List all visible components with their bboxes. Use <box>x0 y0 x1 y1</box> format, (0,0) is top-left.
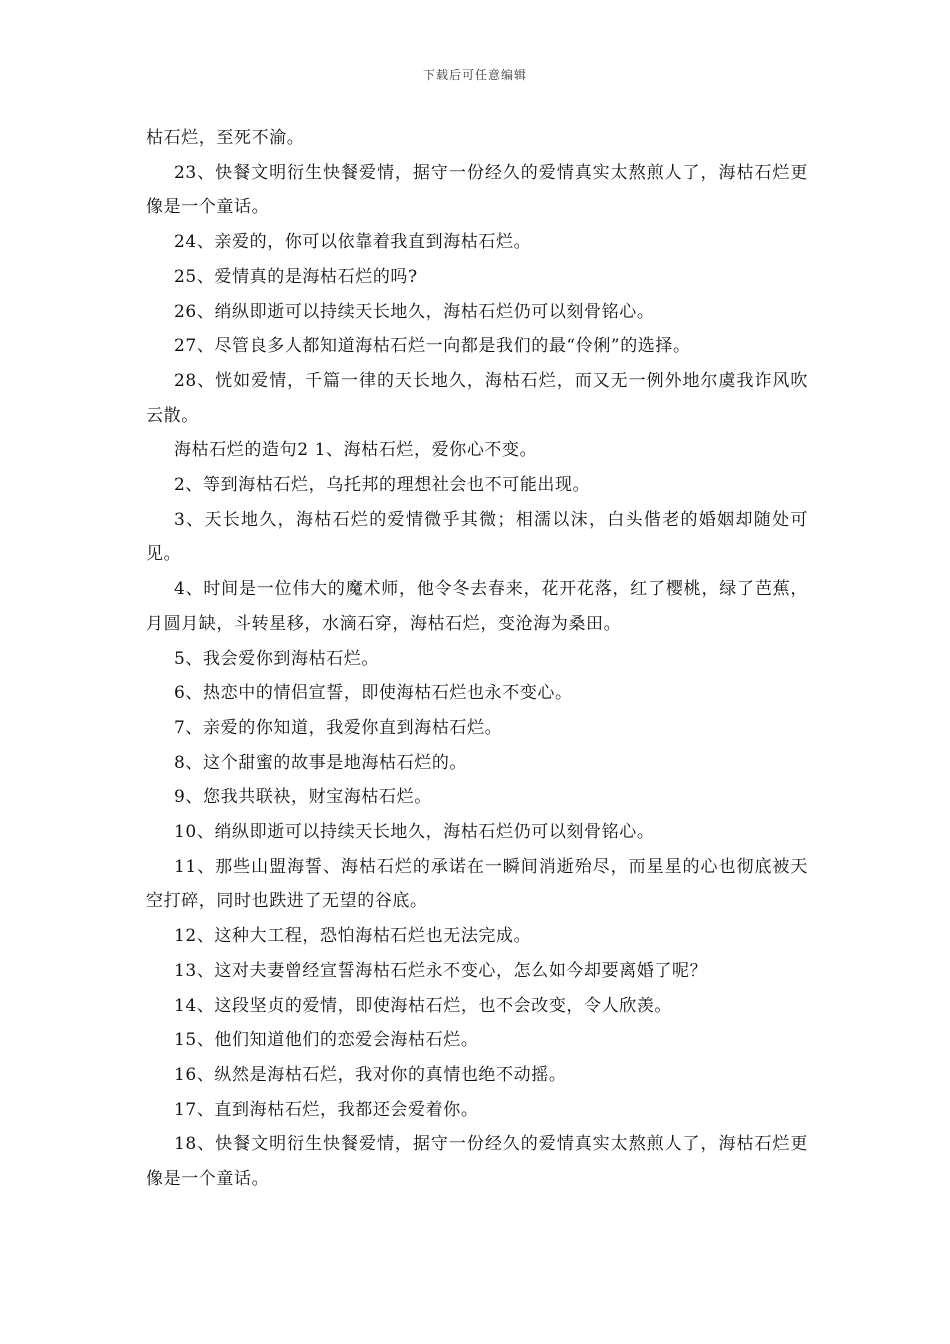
paragraph: 11、那些山盟海誓、海枯石烂的承诺在一瞬间消逝殆尽，而星星的心也彻底被天空打碎，同时也跌进了无望的谷底。 <box>146 856 808 912</box>
paragraph: 25、爱情真的是海枯石烂的吗? <box>174 266 418 287</box>
paragraph: 14、这段坚贞的爱情，即使海枯石烂，也不会改变，令人欣羡。 <box>174 995 673 1016</box>
paragraph: 10、绡纵即逝可以持续天长地久，海枯石烂仍可以刻骨铭心。 <box>174 822 655 843</box>
paragraph: 枯石烂，至死不渝。 <box>146 128 305 148</box>
document-body <box>146 121 808 1197</box>
paragraph: 23、快餐文明衍生快餐爱情，据守一份经久的爱情真实太熬煎人了，海枯石烂更像是一个童话。 <box>146 162 808 218</box>
paragraph: 17、直到海枯石烂，我都还会爱着你。 <box>174 1099 479 1120</box>
paragraph: 9、您我共联袂，财宝海枯石烂。 <box>174 787 432 808</box>
paragraph: 15、他们知道他们的恋爱会海枯石烂。 <box>174 1030 479 1051</box>
paragraph: 8、这个甜蜜的故事是地海枯石烂的。 <box>174 752 468 773</box>
paragraph: 7、亲爱的你知道，我爱你直到海枯石烂。 <box>174 717 503 738</box>
paragraph: 4、时间是一位伟大的魔术师，他令冬去春来，花开花落，红了樱桃，绿了芭蕉，月圆月缺，斗转星移，水滴石穿，海枯石烂，变沧海为桑田。 <box>146 579 808 634</box>
paragraph: 26、绡纵即逝可以持续天长地久，海枯石烂仍可以刻骨铭心。 <box>174 301 655 322</box>
paragraph: 18、快餐文明衍生快餐爱情，据守一份经久的爱情真实太熬煎人了，海枯石烂更像是一个童话。 <box>146 1134 808 1190</box>
paragraph: 海枯石烂的造句2 1、海枯石烂，爱你心不变。 <box>174 440 538 461</box>
paragraph: 12、这种大工程，恐怕海枯石烂也无法完成。 <box>174 926 532 947</box>
page-header: 下载后可任意编辑 <box>422 68 527 82</box>
paragraph: 3、天长地久，海枯石烂的爱情微乎其微；相濡以沫，白头偕老的婚姻却随处可见。 <box>146 509 808 565</box>
paragraph: 24、亲爱的，你可以依靠着我直到海枯石烂。 <box>174 232 532 253</box>
paragraph: 5、我会爱你到海枯石烂。 <box>174 648 380 669</box>
paragraph: 2、等到海枯石烂，乌托邦的理想社会也不可能出现。 <box>174 475 591 496</box>
paragraph: 28、恍如爱情，千篇一律的天长地久，海枯石烂，而又无一例外地尔虞我诈风吹云散。 <box>146 370 808 426</box>
paragraph: 16、纵然是海枯石烂，我对你的真情也绝不动摇。 <box>174 1064 567 1085</box>
paragraph: 27、尽管良多人都知道海枯石烂一向都是我们的最“伶俐”的选择。 <box>174 336 691 357</box>
paragraph: 13、这对夫妻曾经宣誓海枯石烂永不变心，怎么如今却要离婚了呢？ <box>174 960 708 981</box>
paragraph: 6、热恋中的情侣宣誓，即使海枯石烂也永不变心。 <box>174 683 573 704</box>
